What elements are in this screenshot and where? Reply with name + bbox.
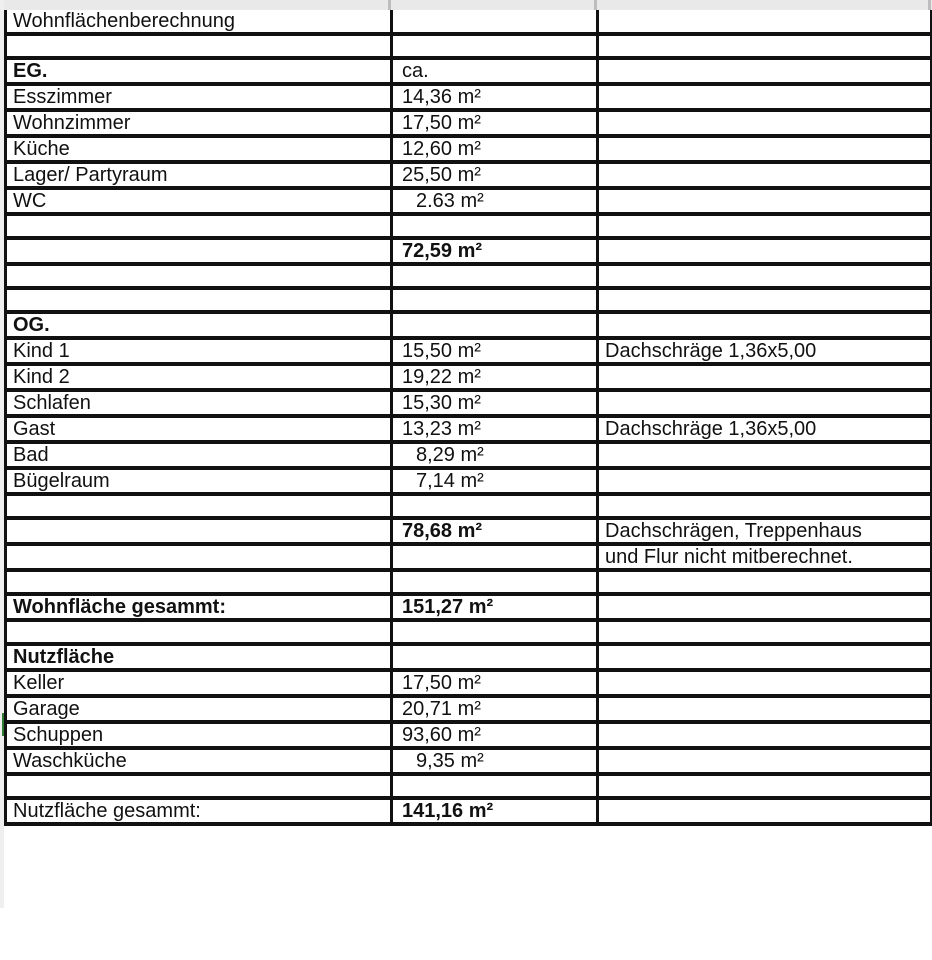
note-cell[interactable] — [598, 288, 932, 312]
room-cell[interactable] — [6, 312, 392, 338]
area-value: 20,71 m² — [402, 698, 481, 720]
area-cell[interactable] — [392, 748, 598, 774]
area-value: 141,16 m² — [402, 800, 494, 822]
note-cell[interactable] — [598, 110, 932, 136]
room-label: OG. — [13, 314, 50, 336]
note-cell[interactable] — [598, 620, 932, 644]
room-cell[interactable] — [6, 670, 392, 696]
note-cell[interactable] — [598, 136, 932, 162]
room-label: Wohnflächenberechnung — [13, 10, 236, 32]
note-text: und Flur nicht mitberechnet. — [605, 546, 853, 568]
table-row — [6, 670, 932, 696]
room-cell[interactable] — [6, 390, 392, 416]
area-cell[interactable] — [392, 518, 598, 544]
note-cell[interactable] — [598, 264, 932, 288]
area-cell[interactable] — [392, 594, 598, 620]
area-value: 2.63 m² — [416, 190, 484, 212]
area-value: 7,14 m² — [416, 470, 484, 492]
area-value: 15,50 m² — [402, 340, 481, 362]
table-row — [6, 798, 932, 824]
room-cell[interactable] — [6, 10, 392, 34]
note-text: Dachschräge 1,36x5,00 — [605, 340, 817, 362]
room-label: Gast — [13, 418, 56, 440]
room-label: Wohnzimmer — [13, 112, 131, 134]
area-cell[interactable] — [392, 570, 598, 594]
note-cell[interactable] — [598, 338, 932, 364]
area-cell[interactable] — [392, 494, 598, 518]
table-row — [6, 594, 932, 620]
note-text: Dachschrägen, Treppenhaus — [605, 520, 862, 542]
room-label: Küche — [13, 138, 70, 160]
room-cell[interactable] — [6, 798, 392, 824]
room-label: EG. — [13, 60, 48, 82]
room-cell[interactable] — [6, 110, 392, 136]
room-label: Nutzfläche gesammt: — [13, 800, 201, 822]
table-row — [6, 162, 932, 188]
table-row — [6, 722, 932, 748]
note-cell[interactable] — [598, 570, 932, 594]
area-cell[interactable] — [392, 312, 598, 338]
note-cell[interactable] — [598, 696, 932, 722]
table-row — [6, 312, 932, 338]
room-cell[interactable] — [6, 188, 392, 214]
area-cell[interactable] — [392, 644, 598, 670]
area-value: 17,50 m² — [402, 112, 481, 134]
room-label: Nutzfläche — [13, 646, 115, 668]
area-cell[interactable] — [392, 390, 598, 416]
column-divider — [928, 0, 931, 10]
note-cell[interactable] — [598, 312, 932, 338]
area-cell[interactable] — [392, 188, 598, 214]
table-row — [6, 288, 932, 312]
table-row — [6, 494, 932, 518]
room-cell[interactable] — [6, 214, 392, 238]
table-row — [6, 570, 932, 594]
area-cell[interactable] — [392, 442, 598, 468]
note-text: Dachschräge 1,36x5,00 — [605, 418, 817, 440]
area-calculation-table — [4, 10, 932, 826]
area-cell[interactable] — [392, 798, 598, 824]
room-label: Bad — [13, 444, 49, 466]
area-value: 9,35 m² — [416, 750, 484, 772]
room-cell[interactable] — [6, 162, 392, 188]
table-row — [6, 544, 932, 570]
table-row — [6, 136, 932, 162]
table-row — [6, 644, 932, 670]
room-label: Lager/ Partyraum — [13, 164, 168, 186]
room-cell[interactable] — [6, 442, 392, 468]
note-cell[interactable] — [598, 10, 932, 34]
area-value: 25,50 m² — [402, 164, 481, 186]
room-cell[interactable] — [6, 238, 392, 264]
room-label: Kind 1 — [13, 340, 70, 362]
note-cell[interactable] — [598, 644, 932, 670]
room-label: Schlafen — [13, 392, 91, 414]
note-cell[interactable] — [598, 798, 932, 824]
note-cell[interactable] — [598, 722, 932, 748]
note-cell[interactable] — [598, 494, 932, 518]
room-cell[interactable] — [6, 620, 392, 644]
area-value: 12,60 m² — [402, 138, 481, 160]
room-cell[interactable] — [6, 544, 392, 570]
table-row — [6, 416, 932, 442]
room-cell[interactable] — [6, 84, 392, 110]
empty-page-area — [0, 908, 932, 960]
note-cell[interactable] — [598, 594, 932, 620]
table-row — [6, 264, 932, 288]
column-header-strip — [0, 0, 932, 10]
note-cell[interactable] — [598, 188, 932, 214]
table-row — [6, 188, 932, 214]
area-value: 93,60 m² — [402, 724, 481, 746]
room-label: Keller — [13, 672, 65, 694]
area-value: 72,59 m² — [402, 240, 483, 262]
area-cell[interactable] — [392, 696, 598, 722]
note-cell[interactable] — [598, 390, 932, 416]
area-cell[interactable] — [392, 416, 598, 442]
note-cell[interactable] — [598, 748, 932, 774]
area-value: 8,29 m² — [416, 444, 484, 466]
note-cell[interactable] — [598, 774, 932, 798]
table-row — [6, 390, 932, 416]
note-cell[interactable] — [598, 84, 932, 110]
table-row — [6, 84, 932, 110]
note-cell[interactable] — [598, 58, 932, 84]
room-cell[interactable] — [6, 570, 392, 594]
table-row — [6, 748, 932, 774]
note-cell[interactable] — [598, 162, 932, 188]
area-cell[interactable] — [392, 364, 598, 390]
note-cell[interactable] — [598, 442, 932, 468]
room-label: Schuppen — [13, 724, 104, 746]
area-value: 19,22 m² — [402, 366, 481, 388]
area-cell[interactable] — [392, 214, 598, 238]
area-cell[interactable] — [392, 338, 598, 364]
area-cell[interactable] — [392, 58, 598, 84]
note-cell[interactable] — [598, 544, 932, 570]
note-cell[interactable] — [598, 214, 932, 238]
area-cell[interactable] — [392, 774, 598, 798]
table-row — [6, 518, 932, 544]
area-cell[interactable] — [392, 136, 598, 162]
room-cell[interactable] — [6, 518, 392, 544]
room-cell[interactable] — [6, 722, 392, 748]
room-cell[interactable] — [6, 644, 392, 670]
room-label: Esszimmer — [13, 86, 112, 108]
area-cell[interactable] — [392, 722, 598, 748]
table-row — [6, 338, 932, 364]
room-cell[interactable] — [6, 136, 392, 162]
area-cell[interactable] — [392, 162, 598, 188]
area-cell[interactable] — [392, 10, 598, 34]
table-row — [6, 10, 932, 34]
room-cell[interactable] — [6, 58, 392, 84]
area-cell[interactable] — [392, 468, 598, 494]
room-label: Kind 2 — [13, 366, 70, 388]
area-value: 17,50 m² — [402, 672, 481, 694]
room-cell[interactable] — [6, 468, 392, 494]
area-value: 78,68 m² — [402, 520, 483, 542]
area-cell[interactable] — [392, 288, 598, 312]
room-cell[interactable] — [6, 264, 392, 288]
area-cell[interactable] — [392, 264, 598, 288]
note-cell[interactable] — [598, 238, 932, 264]
area-value: 14,36 m² — [402, 86, 481, 108]
room-label: Wohnfläche gesammt: — [13, 596, 226, 618]
note-cell[interactable] — [598, 468, 932, 494]
table-row — [6, 774, 932, 798]
area-cell[interactable] — [392, 110, 598, 136]
area-value: 151,27 m² — [402, 596, 494, 618]
room-cell[interactable] — [6, 34, 392, 58]
room-cell[interactable] — [6, 416, 392, 442]
note-cell[interactable] — [598, 518, 932, 544]
note-cell[interactable] — [598, 416, 932, 442]
table-row — [6, 110, 932, 136]
note-cell[interactable] — [598, 34, 932, 58]
room-label: WC — [13, 190, 47, 212]
table-row — [6, 58, 932, 84]
room-label: Waschküche — [13, 750, 127, 772]
column-divider — [388, 0, 391, 10]
room-cell[interactable] — [6, 364, 392, 390]
room-cell[interactable] — [6, 696, 392, 722]
table-row — [6, 468, 932, 494]
column-divider — [594, 0, 597, 10]
note-cell[interactable] — [598, 364, 932, 390]
table-row — [6, 214, 932, 238]
area-cell[interactable] — [392, 84, 598, 110]
room-cell[interactable] — [6, 748, 392, 774]
room-label: Bügelraum — [13, 470, 110, 492]
table-row — [6, 238, 932, 264]
area-value: 15,30 m² — [402, 392, 481, 414]
table-row — [6, 620, 932, 644]
area-cell[interactable] — [392, 34, 598, 58]
table-row — [6, 34, 932, 58]
room-cell[interactable] — [6, 594, 392, 620]
room-cell[interactable] — [6, 338, 392, 364]
room-cell[interactable] — [6, 494, 392, 518]
table-row — [6, 696, 932, 722]
area-cell[interactable] — [392, 544, 598, 570]
table-row — [6, 364, 932, 390]
area-value: ca. — [402, 60, 429, 82]
note-cell[interactable] — [598, 670, 932, 696]
table-row — [6, 442, 932, 468]
area-cell[interactable] — [392, 670, 598, 696]
area-cell[interactable] — [392, 620, 598, 644]
room-label: Garage — [13, 698, 80, 720]
area-cell[interactable] — [392, 238, 598, 264]
room-cell[interactable] — [6, 288, 392, 312]
area-value: 13,23 m² — [402, 418, 481, 440]
room-cell[interactable] — [6, 774, 392, 798]
